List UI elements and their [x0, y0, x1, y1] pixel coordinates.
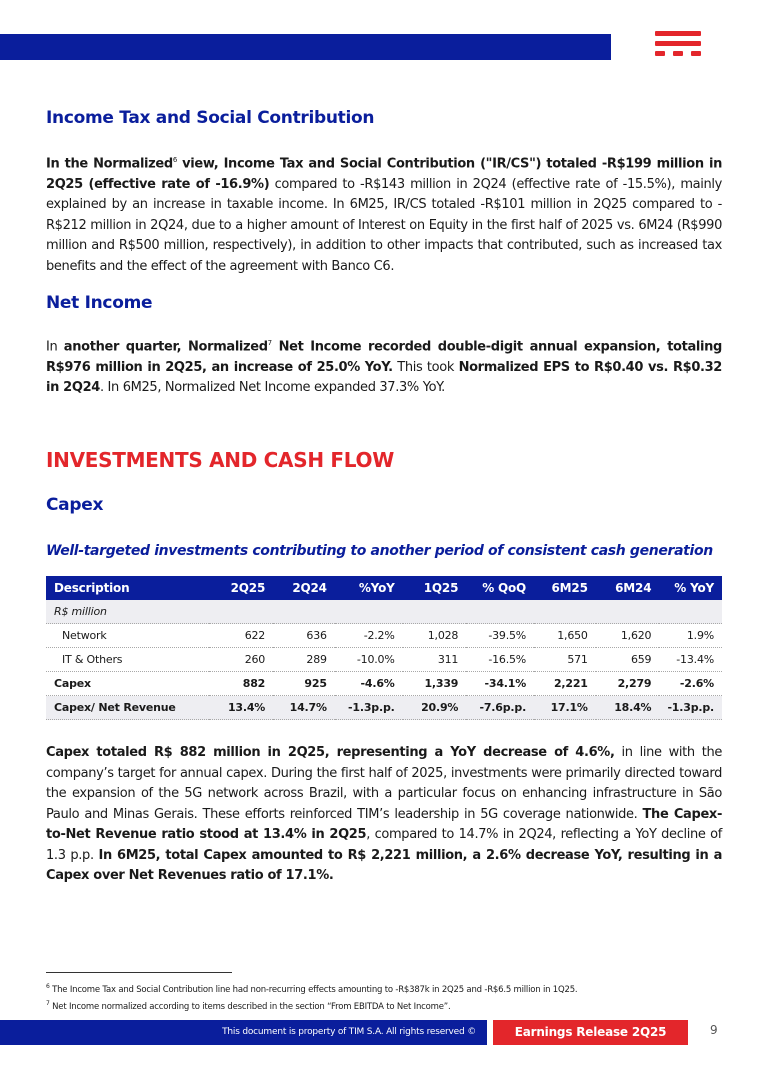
- table-header-row: [46, 576, 722, 600]
- capex-bold-2: The Capex-to-Net Revenue ratio stood at 13.4% in 2Q25: [46, 806, 722, 842]
- table-cell: -2.2%: [335, 624, 403, 648]
- footnote-text: The Income Tax and Social Contribution line had non-recurring effects amounting to -R$387k in 2Q25 and -R$6.5 million in 1Q25.: [49, 984, 578, 995]
- table-cell: 659: [596, 648, 660, 672]
- capex-subtitle: Well-targeted investments contributing to another period of consistent cash generation: [46, 543, 713, 559]
- table-cell: 1.9%: [659, 624, 722, 648]
- capex-bold-3: In 6M25, total Capex amounted to R$ 2,221 million, a 2.6% decrease YoY, resulting in a Capex over Net Revenues ratio of 17.1%.: [46, 847, 723, 883]
- table-cell: 1,028: [403, 624, 467, 648]
- table-cell: -16.5%: [466, 648, 534, 672]
- table-cell: -2.6%: [659, 672, 722, 696]
- table-cell: 13.4%: [209, 696, 273, 720]
- capex-bold-1: Capex totaled R$ 882 million in 2Q25, representing a YoY decrease of 4.6%,: [46, 745, 615, 760]
- table-row: [46, 672, 722, 696]
- capex-table-block: [46, 576, 722, 720]
- table-cell: 1,339: [403, 672, 467, 696]
- table-row: [46, 648, 722, 672]
- footnote-6: [46, 980, 577, 997]
- footnote-number: 7: [46, 999, 50, 1007]
- capex-paragraph-block: [46, 743, 722, 887]
- footnote-7: [46, 997, 577, 1014]
- footer-notice: This document is property of TIM S.A. All rights reserved ©: [222, 1027, 476, 1037]
- table-cell: Capex/ Net Revenue: [46, 696, 209, 720]
- footnote-number: 6: [46, 983, 50, 990]
- table-cell: 571: [534, 648, 596, 672]
- footnote-ref-6: 6: [172, 156, 177, 164]
- table-header-cell: 2Q24: [273, 576, 335, 600]
- investments-title: INVESTMENTS AND CASH FLOW: [46, 448, 394, 472]
- table-cell: 311: [403, 648, 467, 672]
- earnings-release-label: Earnings Release 2Q25: [514, 1025, 667, 1039]
- net-income-bold-3: Normalized EPS to R$0.40 vs. R$0.32 in 2Q24: [46, 359, 722, 396]
- table-header-cell: % QoQ: [466, 576, 534, 600]
- table-cell: 882: [209, 672, 273, 696]
- table-cell: -7.6p.p.: [466, 696, 534, 720]
- logo-bar-top: [655, 31, 701, 36]
- table-cell: 14.7%: [273, 696, 335, 720]
- table-unit-label: R$ million: [46, 600, 722, 624]
- table-cell: 18.4%: [596, 696, 660, 720]
- net-income-paragraph-block: [46, 333, 722, 399]
- table-header-cell: 1Q25: [403, 576, 467, 600]
- table-header-cell: 2Q25: [209, 576, 273, 600]
- earnings-release-badge: [493, 1020, 688, 1045]
- page-number: 9: [710, 1023, 718, 1037]
- footnote-ref-7: 7: [267, 339, 272, 347]
- net-income-bold-1: another quarter, Normalized: [63, 339, 268, 355]
- table-unit-row: [46, 600, 722, 624]
- income-tax-paragraph: [46, 150, 722, 277]
- net-income-bold-2: Net Income recorded double-digit annual expansion, totaling R$976 million in 2Q25, an increase of 25.0% YoY.: [46, 339, 722, 375]
- table-cell: 289: [273, 648, 335, 672]
- capex-subtitle-block: [46, 543, 722, 559]
- table-cell: Capex: [46, 672, 209, 696]
- table-header-cell: % YoY: [659, 576, 722, 600]
- table-cell: 925: [273, 672, 335, 696]
- table-cell: -4.6%: [335, 672, 403, 696]
- logo-seg-right: [691, 51, 701, 56]
- income-tax-title: Income Tax and Social Contribution: [46, 108, 375, 128]
- capex-paragraph: [46, 743, 722, 887]
- table-header-cell: 6M25: [534, 576, 596, 600]
- net-income-text-2: This took: [392, 359, 459, 375]
- table-cell: -1.3p.p.: [659, 696, 722, 720]
- logo-bar-middle: [655, 41, 701, 46]
- table-cell: 636: [273, 624, 335, 648]
- table-cell: 20.9%: [403, 696, 467, 720]
- table-header-cell: 6M24: [596, 576, 660, 600]
- table-cell: -10.0%: [335, 648, 403, 672]
- table-cell: -34.1%: [466, 672, 534, 696]
- net-income-section: [46, 293, 722, 313]
- table-cell: Network: [46, 624, 209, 648]
- table-cell: 2,221: [534, 672, 596, 696]
- investments-section: [46, 448, 722, 472]
- income-tax-bold-1: In the Normalized: [46, 156, 173, 172]
- table-row: [46, 696, 722, 720]
- table-cell: 17.1%: [534, 696, 596, 720]
- table-cell: 1,620: [596, 624, 660, 648]
- table-cell: 260: [209, 648, 273, 672]
- logo-seg-center: [673, 51, 683, 56]
- capex-text-2: , compared to 14.7% in 2Q24, reflecting a YoY decline of 1.3 p.p.: [46, 827, 722, 863]
- income-tax-bold-2: view, Income Tax and Social Contribution ("IR/CS") totaled -R$199 million in 2Q25 (effective rate of -16.9%): [46, 156, 723, 192]
- table-cell: 622: [209, 624, 273, 648]
- table-header-cell: %YoY: [335, 576, 403, 600]
- capex-text-1: in line with the company’s target for annual capex. During the first half of 2025, investments were primarily directed toward the expansion of the 5G network across Brazil, with a particular focus on enhancing infrastructure in São Paulo and Minas Gerais. These efforts reinforced TIM’s leadership in 5G coverage nationwide.: [46, 745, 722, 822]
- income-tax-section: [46, 108, 722, 128]
- net-income-paragraph: [46, 333, 722, 399]
- net-income-text-1: In: [46, 339, 64, 355]
- table-cell: -39.5%: [466, 624, 534, 648]
- table-header-cell: Description: [46, 576, 209, 600]
- table-cell: IT & Others: [46, 648, 209, 672]
- income-tax-paragraph-block: [46, 150, 722, 277]
- table-cell: -13.4%: [659, 648, 722, 672]
- footnote-divider: [46, 972, 232, 973]
- footnotes: [46, 980, 577, 1014]
- income-tax-text: compared to -R$143 million in 2Q24 (effective rate of -15.5%), mainly explained by an increase in taxable income. In 6M25, IR/CS totaled -R$101 million in 2Q25 compared to -R$212 million in 2Q24, due to a higher amount of Interest on Equity in the first half of 2025 vs. 6M24 (R$990 million and R$500 million, respectively), in addition to other impacts that contributed, such as increased tax benefits and the effect of the agreement with Banco C6.: [46, 176, 722, 274]
- net-income-title: Net Income: [46, 293, 153, 313]
- header-bar: [0, 34, 611, 60]
- tim-logo-icon: [655, 30, 703, 64]
- logo-seg-left: [655, 51, 665, 56]
- table-cell: 1,650: [534, 624, 596, 648]
- capex-title: Capex: [46, 495, 104, 515]
- footnote-text: Net Income normalized according to items described in the section “From EBITDA to Net Income”.: [49, 1001, 451, 1012]
- table-row: [46, 624, 722, 648]
- table-cell: 2,279: [596, 672, 660, 696]
- capex-heading-block: [46, 495, 722, 515]
- capex-table: [46, 576, 722, 720]
- net-income-text-3: . In 6M25, Normalized Net Income expanded 37.3% YoY.: [99, 380, 445, 396]
- footer-bar: [0, 1020, 487, 1045]
- table-cell: -1.3p.p.: [335, 696, 403, 720]
